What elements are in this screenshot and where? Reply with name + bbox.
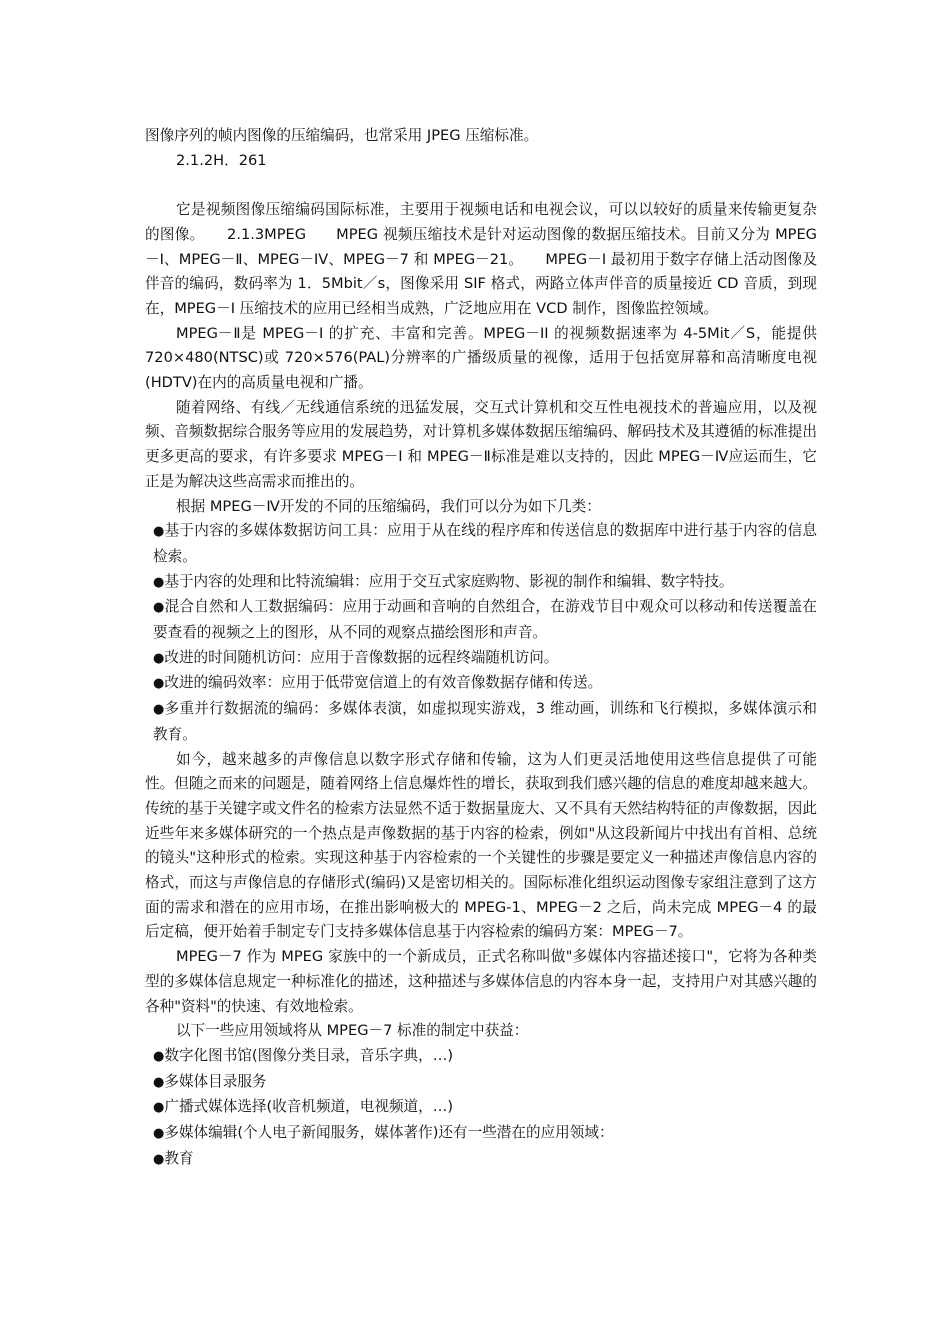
list-item-text: 多重并行数据流的编码：多媒体表演，如虚拟现实游戏，3 维动画，训练和飞行模拟，多媒体演示和教育。 <box>153 700 818 743</box>
list-item <box>145 1070 817 1096</box>
list-item <box>145 570 817 596</box>
list-item <box>145 1044 817 1070</box>
bullet-icon: ● <box>153 524 165 540</box>
list-item-text: 多媒体编辑(个人电子新闻服务，媒体著作)还有一些潜在的应用领域： <box>164 1124 614 1142</box>
list-item-text: 改进的编码效率：应用于低带宽信道上的有效音像数据存储和传送。 <box>164 674 603 692</box>
list-item-text: 教育 <box>164 1149 194 1167</box>
list-item <box>145 1121 817 1147</box>
bullet-icon: ● <box>153 1074 165 1090</box>
bullet-icon: ● <box>153 1151 165 1167</box>
list-item <box>145 595 817 645</box>
list-item-text: 广播式媒体选择(收音机频道，电视频道，…) <box>164 1098 454 1116</box>
paragraph-h261-mpeg: 它是视频图像压缩编码国际标准，主要用于视频电话和电视会议，可以以较好的质量来传输更复杂的图像。 2.1.3MPEG MPEG 视频压缩技术是针对运动图像的数据压缩技术。目前又分为 MPEG－I、MPEG－Ⅱ、MPEG－IV、MPEG－7 和 MPEG－21。 MPEG－I 最初用于数字存储上活动图像及伴音的编码，数码率为 1．5Mbit／s，图像采用 SIF 格式，两路立体声伴音的质量接近 CD 音质，到现在，MPEG－I 压缩技术的应用已经相当成熟，广泛地应用在 VCD 制作，图像监控领域。 <box>145 201 817 317</box>
list-item <box>145 646 817 672</box>
bullet-icon: ● <box>153 676 165 692</box>
bullet-icon: ● <box>153 650 165 666</box>
paragraph-mpeg7-intro: MPEG－7 作为 MPEG 家族中的一个新成员，正式名称叫做"多媒体内容描述接口"，它将为各种类型的多媒体信息规定一种标准化的描述，这种描述与多媒体信息的内容本身一起，支持用户对其感兴趣的各种"资料"的快速、有效地检索。 <box>145 948 817 1015</box>
paragraph-content-retrieval: 如今，越来越多的声像信息以数字形式存储和传输，这为人们更灵活地使用这些信息提供了可能性。但随之而来的问题是，随着网络上信息爆炸性的增长，获取到我们感兴趣的信息的难度却越来越大。传统的基于关键字或文件名的检索方法显然不适于数据量庞大、又不具有天然结构特征的声像数据，因此近些年来多媒体研究的一个热点是声像数据的基于内容的检索，例如"从这段新闻片中找出有首相、总统的镜头"这种形式的检索。实现这种基于内容检索的一个关键性的步骤是要定义一种描述声像信息内容的格式，而这与声像信息的存储形式(编码)又是密切相关的。国际标准化组织运动图像专家组注意到了这方面的需求和潜在的应用市场，在推出影响极大的 MPEG-1、MPEG－2 之后，尚未完成 MPEG－4 的最后定稿，便开始着手制定专门支持多媒体信息基于内容检索的编码方案：MPEG－7。 <box>145 750 817 941</box>
bullet-icon: ● <box>153 1049 165 1064</box>
list-item <box>145 697 817 747</box>
list-item-text: 基于内容的多媒体数据访问工具：应用于从在线的程序库和传送信息的数据库中进行基于内容的信息检索。 <box>153 522 817 565</box>
paragraph-mpeg7-applications: 以下一些应用领域将从 MPEG－7 标准的制定中获益： <box>176 1022 529 1040</box>
bullet-icon: ● <box>153 1126 165 1142</box>
bullet-icon: ● <box>153 600 165 616</box>
list-item <box>145 519 817 569</box>
bullet-icon: ● <box>153 702 165 718</box>
blank-line <box>145 173 817 198</box>
paragraph-intro: 图像序列的帧内图像的压缩编码，也常采用 JPEG 压缩标准。 <box>145 127 539 144</box>
list-item-text: 数字化图书馆(图像分类目录，音乐字典，…) <box>164 1047 454 1064</box>
list-item-text: 多媒体目录服务 <box>164 1072 267 1090</box>
document-body <box>145 124 817 1173</box>
list-item <box>145 671 817 697</box>
bullet-icon: ● <box>153 1100 165 1116</box>
list-item-text: 改进的时间随机访问：应用于音像数据的远程终端随机访问。 <box>164 648 559 666</box>
list-item-text: 混合自然和人工数据编码：应用于动画和音响的自然组合，在游戏节目中观众可以移动和传送覆盖在要查看的视频之上的图形，从不同的观察点描绘图形和声音。 <box>153 598 817 642</box>
paragraph-mpeg4-origin: 随着网络、有线／无线通信系统的迅猛发展，交互式计算机和交互性电视技术的普遍应用，以及视频、音频数据综合服务等应用的发展趋势，对计算机多媒体数据压缩编码、解码技术及其遵循的标准提出更多更高的要求，有许多要求 MPEG－I 和 MPEG－Ⅱ标准是难以支持的，因此 MPEG－Ⅳ应运而生，它正是为解决这些高需求而推出的。 <box>145 398 817 490</box>
list-item <box>145 1147 817 1173</box>
section-heading-h261: 2.1.2H．261 <box>176 151 267 169</box>
list-item <box>145 1095 817 1121</box>
paragraph-mpeg4-categories: 根据 MPEG－Ⅳ开发的不同的压缩编码，我们可以分为如下几类： <box>176 497 601 515</box>
list-item-text: 基于内容的处理和比特流编辑：应用于交互式家庭购物、影视的制作和编辑、数字特技。 <box>164 572 734 590</box>
bullet-icon: ● <box>153 574 165 590</box>
paragraph-mpeg2: MPEG－Ⅱ是 MPEG－I 的扩充、丰富和完善。MPEG－II 的视频数据速率为 4-5Mit／S，能提供 720×480(NTSC)或 720×576(PAL)分辨率的广播级质量的视像，适用于包括宽屏幕和高清晰度电视(HDTV)在内的高质量电视和广播。 <box>145 324 817 392</box>
